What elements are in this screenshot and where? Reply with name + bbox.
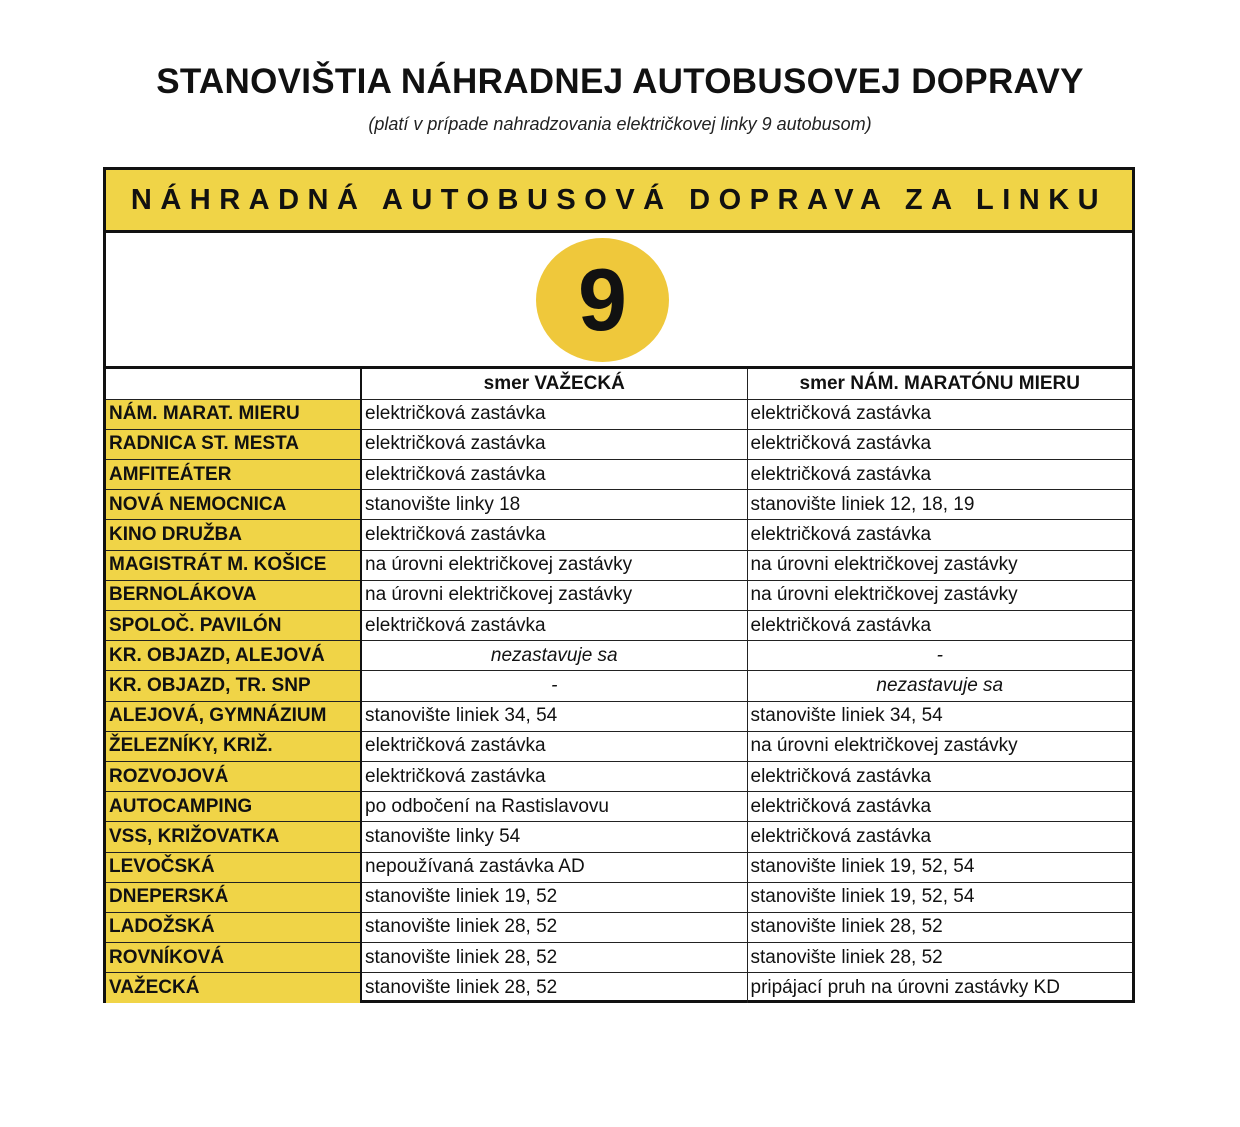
table-row (106, 822, 1132, 852)
direction-nam-maratonu-cell: na úrovni električkovej zastávky (747, 731, 1132, 761)
direction-vazecka-cell: električková zastávka (361, 429, 747, 459)
stop-name-cell: BERNOLÁKOVA (106, 580, 361, 610)
direction-vazecka-cell: stanovište linky 54 (361, 822, 747, 852)
stop-name-cell: MAGISTRÁT M. KOŠICE (106, 550, 361, 580)
direction-nam-maratonu-cell: na úrovni električkovej zastávky (747, 550, 1132, 580)
table-row (106, 882, 1132, 912)
table-row (106, 792, 1132, 822)
direction-vazecka-cell: električková zastávka (361, 399, 747, 429)
direction-nam-maratonu-cell: električková zastávka (747, 399, 1132, 429)
table-row (106, 912, 1132, 942)
direction-nam-maratonu-cell: na úrovni električkovej zastávky (747, 580, 1132, 610)
direction-vazecka-cell: električková zastávka (361, 731, 747, 761)
direction-nam-maratonu-cell: električková zastávka (747, 792, 1132, 822)
stop-name-cell: VAŽECKÁ (106, 973, 361, 1003)
line-badge-area (106, 233, 1132, 369)
table-row (106, 852, 1132, 882)
table-row (106, 550, 1132, 580)
direction-vazecka-cell: stanovište linky 18 (361, 490, 747, 520)
stop-name-cell: ROVNÍKOVÁ (106, 943, 361, 973)
direction-nam-maratonu-cell: stanovište liniek 12, 18, 19 (747, 490, 1132, 520)
line-number-badge: 9 (536, 238, 669, 362)
stop-name-cell: LEVOČSKÁ (106, 852, 361, 882)
stop-name-cell: AMFITEÁTER (106, 460, 361, 490)
header-cell-stop (106, 369, 361, 399)
direction-nam-maratonu-cell: stanovište liniek 28, 52 (747, 912, 1132, 942)
table-row (106, 701, 1132, 731)
stops-table (106, 369, 1132, 1003)
stop-name-cell: NOVÁ NEMOCNICA (106, 490, 361, 520)
direction-vazecka-cell: na úrovni električkovej zastávky (361, 580, 747, 610)
direction-vazecka-cell: stanovište liniek 28, 52 (361, 912, 747, 942)
header-cell-direction-nam-maratonu: smer NÁM. MARATÓNU MIERU (747, 369, 1132, 399)
table-row (106, 399, 1132, 429)
direction-vazecka-cell: po odbočení na Rastislavovu (361, 792, 747, 822)
stop-name-cell: KR. OBJAZD, ALEJOVÁ (106, 641, 361, 671)
table-row (106, 671, 1132, 701)
stop-name-cell: RADNICA ST. MESTA (106, 429, 361, 459)
stop-name-cell: ROZVOJOVÁ (106, 761, 361, 791)
table-row (106, 943, 1132, 973)
stop-name-cell: ALEJOVÁ, GYMNÁZIUM (106, 701, 361, 731)
direction-vazecka-cell: električková zastávka (361, 761, 747, 791)
direction-vazecka-cell: stanovište liniek 28, 52 (361, 943, 747, 973)
direction-nam-maratonu-cell: električková zastávka (747, 822, 1132, 852)
direction-nam-maratonu-cell: električková zastávka (747, 460, 1132, 490)
direction-nam-maratonu-cell: - (747, 641, 1132, 671)
page-subtitle: (platí v prípade nahradzovania električkovej linky 9 autobusom) (368, 114, 872, 134)
direction-nam-maratonu-cell: pripájací pruh na úrovni zastávky KD (747, 973, 1132, 1003)
table-row (106, 611, 1132, 641)
direction-nam-maratonu-cell: stanovište liniek 19, 52, 54 (747, 852, 1132, 882)
direction-vazecka-cell: stanovište liniek 34, 54 (361, 701, 747, 731)
direction-nam-maratonu-cell: stanovište liniek 34, 54 (747, 701, 1132, 731)
table-row (106, 761, 1132, 791)
direction-nam-maratonu-cell: električková zastávka (747, 429, 1132, 459)
stop-name-cell: SPOLOČ. PAVILÓN (106, 611, 361, 641)
direction-nam-maratonu-cell: električková zastávka (747, 761, 1132, 791)
direction-nam-maratonu-cell: stanovište liniek 19, 52, 54 (747, 882, 1132, 912)
stop-name-cell: VSS, KRIŽOVATKA (106, 822, 361, 852)
table-row (106, 460, 1132, 490)
direction-nam-maratonu-cell: stanovište liniek 28, 52 (747, 943, 1132, 973)
table-row (106, 641, 1132, 671)
direction-vazecka-cell: stanovište liniek 19, 52 (361, 882, 747, 912)
stop-name-cell: DNEPERSKÁ (106, 882, 361, 912)
stop-name-cell: NÁM. MARAT. MIERU (106, 399, 361, 429)
table-row (106, 973, 1132, 1003)
table-row (106, 731, 1132, 761)
direction-vazecka-cell: nezastavuje sa (361, 641, 747, 671)
direction-nam-maratonu-cell: nezastavuje sa (747, 671, 1132, 701)
table-row (106, 429, 1132, 459)
header-cell-direction-vazecka: smer VAŽECKÁ (361, 369, 747, 399)
direction-vazecka-cell: na úrovni električkovej zastávky (361, 550, 747, 580)
direction-vazecka-cell: električková zastávka (361, 460, 747, 490)
page-title: STANOVIŠTIA NÁHRADNEJ AUTOBUSOVEJ DOPRAVY (156, 62, 1084, 101)
direction-vazecka-cell: električková zastávka (361, 520, 747, 550)
stop-name-cell: ŽELEZNÍKY, KRIŽ. (106, 731, 361, 761)
stop-name-cell: KINO DRUŽBA (106, 520, 361, 550)
stop-name-cell: AUTOCAMPING (106, 792, 361, 822)
table-header-row (106, 369, 1132, 399)
direction-vazecka-cell: nepoužívaná zastávka AD (361, 852, 747, 882)
direction-vazecka-cell: - (361, 671, 747, 701)
timetable-frame (103, 167, 1135, 1003)
stop-name-cell: KR. OBJAZD, TR. SNP (106, 671, 361, 701)
table-row (106, 520, 1132, 550)
banner-heading: NÁHRADNÁ AUTOBUSOVÁ DOPRAVA ZA LINKU (106, 170, 1132, 233)
stop-name-cell: LADOŽSKÁ (106, 912, 361, 942)
table-row (106, 490, 1132, 520)
direction-nam-maratonu-cell: električková zastávka (747, 611, 1132, 641)
table-row (106, 580, 1132, 610)
direction-nam-maratonu-cell: električková zastávka (747, 520, 1132, 550)
direction-vazecka-cell: stanovište liniek 28, 52 (361, 973, 747, 1003)
direction-vazecka-cell: električková zastávka (361, 611, 747, 641)
